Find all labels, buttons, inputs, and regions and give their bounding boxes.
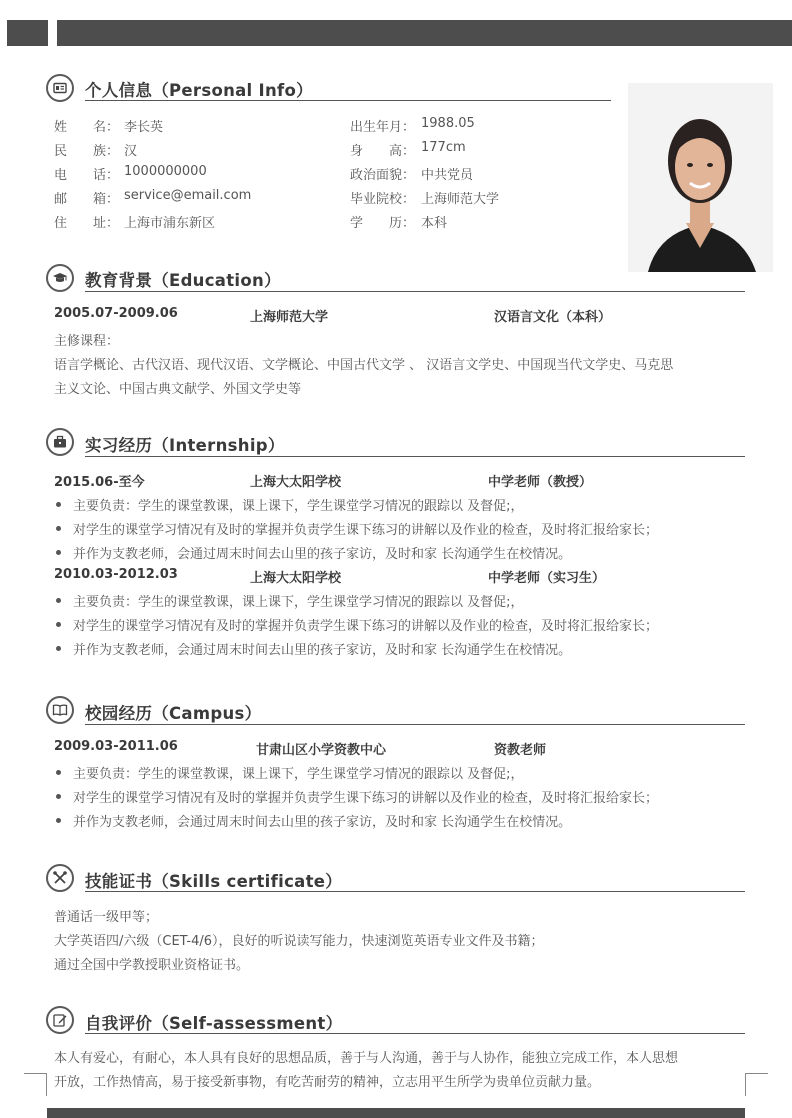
address-value: 上海市浦东新区 — [124, 216, 216, 231]
skill-line-3: 通过全国中学教授职业资格证书。 — [54, 958, 250, 973]
book-icon — [46, 696, 74, 724]
email-label: 邮 箱： — [54, 192, 120, 207]
personal-info-title: 个人信息（Personal Info） — [85, 81, 313, 100]
campus-date: 2009.03-2011.06 — [54, 739, 178, 754]
skill-line-2: 大学英语四/六级（CET-4/6），良好的听说读写能力，快速浏览英语专业文件及书籍； — [54, 934, 544, 949]
bullet-dot — [56, 598, 61, 603]
internship-1-org: 上海大太阳学校 — [250, 475, 342, 490]
campus-title: 校园经历（Campus） — [85, 704, 262, 723]
bottom-bar — [47, 1108, 745, 1118]
height-label: 身 高： — [350, 144, 416, 159]
bullet-dot — [56, 770, 61, 775]
graduation-cap-icon — [46, 264, 74, 292]
internship-1-bullet-2: 对学生的课堂学习情况有及时的掌握并负责学生课下练习的讲解以及作业的检查，及时将汇报给家长； — [73, 523, 659, 538]
ethnicity-value: 汉 — [124, 144, 138, 159]
degree-value: 本科 — [421, 216, 448, 231]
internship-2-bullet-2: 对学生的课堂学习情况有及时的掌握并负责学生课下练习的讲解以及作业的检查，及时将汇报给家长； — [73, 619, 659, 634]
personal-info-divider — [85, 100, 611, 101]
height-value: 177cm — [421, 140, 466, 155]
top-bar-left — [7, 20, 48, 46]
self-assessment-divider — [85, 1033, 745, 1034]
course-line-1: 语言学概论、古代汉语、现代汉语、文学概论、中国古代文学 、 汉语言文学史、中国现当代文学史、马克思 — [54, 358, 674, 373]
ethnicity-label: 民 族： — [54, 144, 120, 159]
skills-divider — [85, 891, 745, 892]
internship-2-bullet-3: 并作为支教老师，会通过周末时间去山里的孩子家访，及时和家 长沟通学生在校情况。 — [73, 643, 572, 658]
internship-1-bullet-1: 主要负责：学生的课堂教课，课上课下，学生课堂学习情况的跟踪以 及督促;， — [73, 499, 524, 514]
name-label: 姓 名： — [54, 120, 120, 135]
skill-line-1: 普通话一级甲等； — [54, 910, 159, 925]
school-label: 毕业院校： — [350, 192, 416, 207]
internship-2-bullet-1: 主要负责：学生的课堂教课，课上课下，学生课堂学习情况的跟踪以 及督促;， — [73, 595, 524, 610]
bullet-dot — [56, 526, 61, 531]
bullet-dot — [56, 818, 61, 823]
self-line-1: 本人有爱心，有耐心，本人具有良好的思想品质，善于与人沟通，善于与人协作，能独立完成工作，本人思想 — [54, 1051, 679, 1066]
bullet-dot — [56, 550, 61, 555]
education-school: 上海师范大学 — [250, 310, 329, 325]
internship-divider — [85, 456, 745, 457]
campus-bullet-1: 主要负责：学生的课堂教课，课上课下，学生课堂学习情况的跟踪以 及督促;， — [73, 767, 524, 782]
internship-1-role: 中学老师（教授） — [488, 475, 593, 490]
education-major: 汉语言文化（本科） — [494, 310, 612, 325]
education-title: 教育背景（Education） — [85, 271, 281, 290]
birth-value: 1988.05 — [421, 116, 475, 131]
education-divider — [85, 291, 745, 292]
bullet-dot — [56, 794, 61, 799]
internship-1-bullet-3: 并作为支教老师，会通过周末时间去山里的孩子家访，及时和家 长沟通学生在校情况。 — [73, 547, 572, 562]
phone-value: 1000000000 — [124, 164, 207, 179]
bullet-dot — [56, 646, 61, 651]
degree-label: 学 历： — [350, 216, 416, 231]
skills-title: 技能证书（Skills certificate） — [85, 872, 343, 891]
edit-icon — [46, 1006, 74, 1034]
campus-org: 甘肃山区小学资教中心 — [256, 743, 387, 758]
profile-photo — [628, 83, 773, 272]
phone-label: 电 话： — [54, 168, 120, 183]
political-label: 政治面貌： — [350, 168, 416, 183]
corner-mark-right — [745, 1073, 768, 1096]
bullet-dot — [56, 622, 61, 627]
school-value: 上海师范大学 — [421, 192, 500, 207]
internship-2-org: 上海大太阳学校 — [250, 571, 342, 586]
campus-bullet-3: 并作为支教老师，会通过周末时间去山里的孩子家访，及时和家 长沟通学生在校情况。 — [73, 815, 572, 830]
internship-1-date: 2015.06-至今 — [54, 475, 145, 490]
course-label: 主修课程： — [54, 334, 120, 349]
name-value: 李长英 — [124, 120, 164, 135]
course-line-2: 主义文论、中国古典文献学、外国文学史等 — [54, 382, 302, 397]
self-line-2: 开放，工作热情高，易于接受新事物，有吃苦耐劳的精神，立志用平生所学为贵单位贡献力量。 — [54, 1075, 601, 1090]
address-label: 住 址： — [54, 216, 120, 231]
corner-mark-left — [24, 1073, 47, 1096]
internship-title: 实习经历（Internship） — [85, 436, 285, 455]
birth-label: 出生年月： — [350, 120, 416, 135]
id-card-icon — [46, 74, 74, 102]
campus-role: 资教老师 — [494, 743, 547, 758]
email-value: service@email.com — [124, 188, 252, 203]
internship-2-date: 2010.03-2012.03 — [54, 567, 178, 582]
top-bar-right — [57, 20, 792, 46]
campus-bullet-2: 对学生的课堂学习情况有及时的掌握并负责学生课下练习的讲解以及作业的检查，及时将汇报给家长； — [73, 791, 659, 806]
education-date: 2005.07-2009.06 — [54, 306, 178, 321]
internship-2-role: 中学老师（实习生） — [488, 571, 606, 586]
political-value: 中共党员 — [421, 168, 474, 183]
briefcase-icon — [46, 428, 74, 456]
tools-icon — [46, 864, 74, 892]
self-assessment-title: 自我评价（Self-assessment） — [85, 1014, 343, 1033]
campus-divider — [85, 724, 745, 725]
bullet-dot — [56, 502, 61, 507]
